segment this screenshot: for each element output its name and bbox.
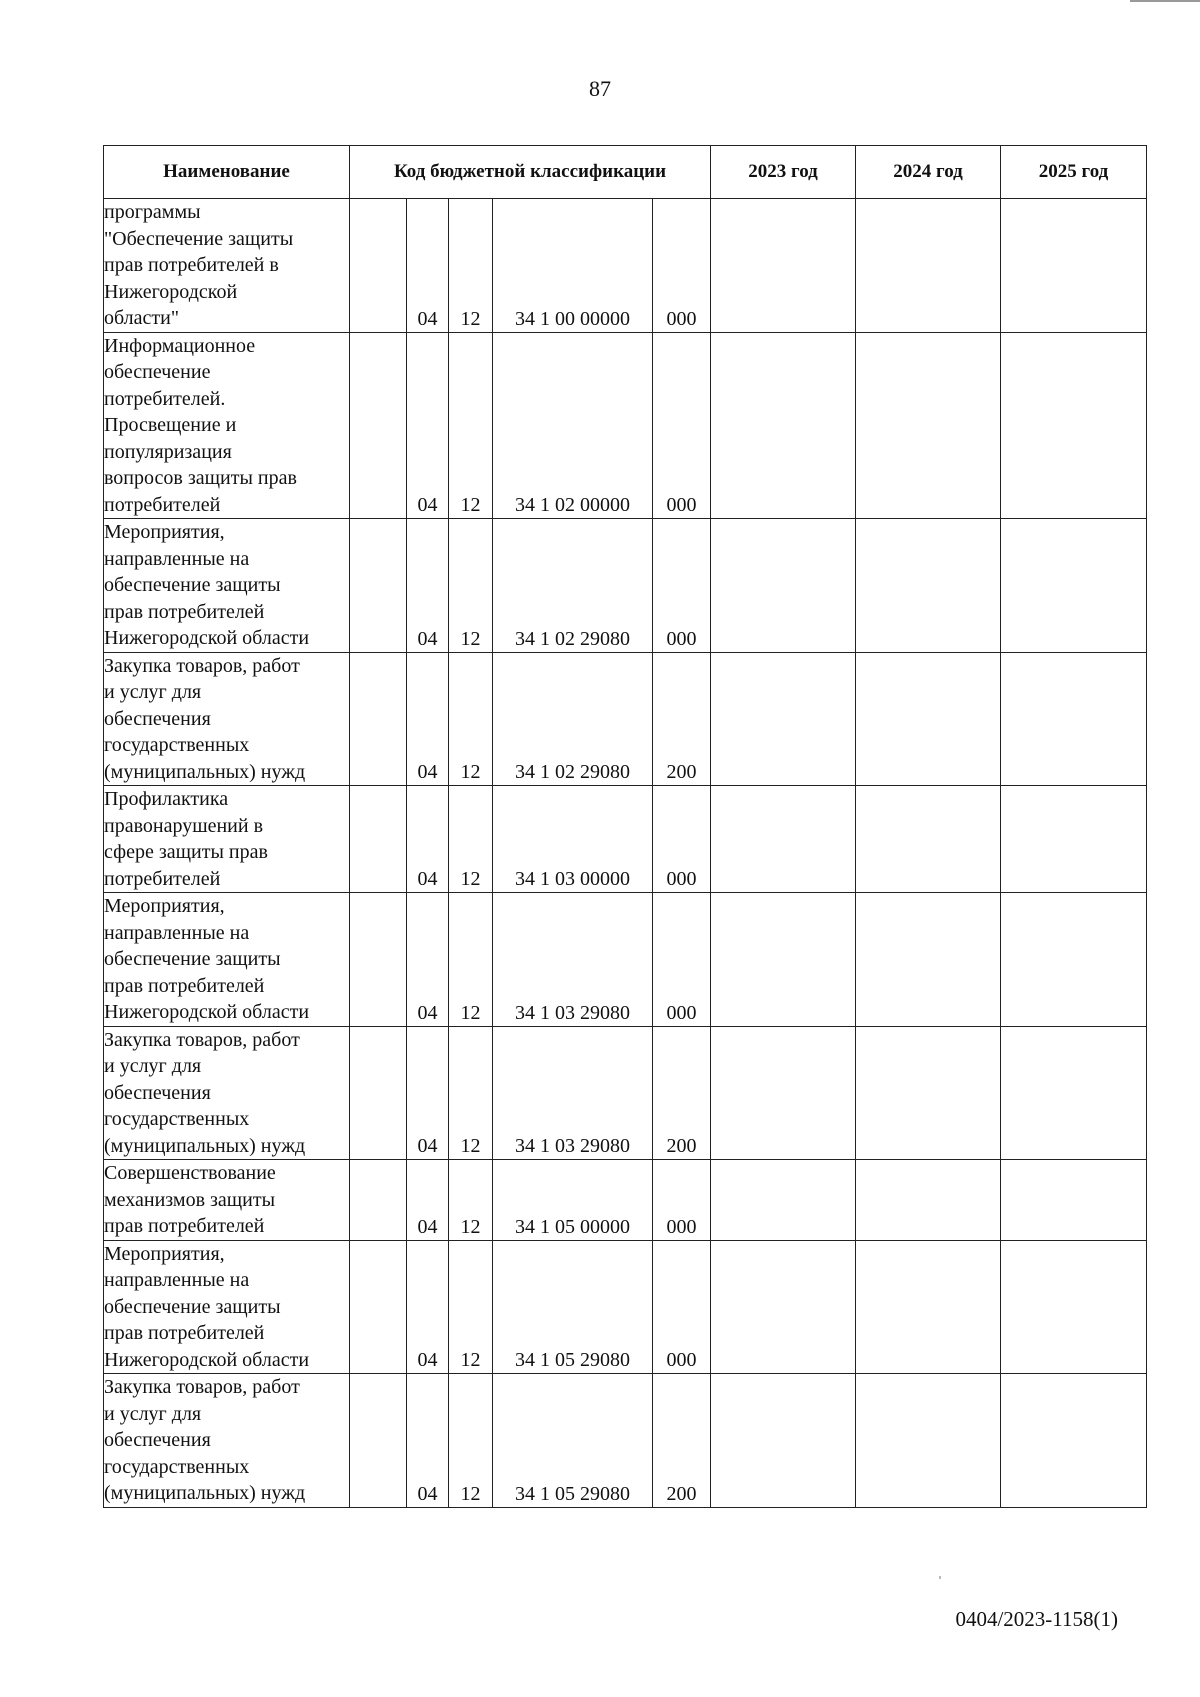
row-name-line: потребителей.: [104, 387, 226, 410]
row-name: [104, 1374, 350, 1508]
cell-target: 34 1 03 29080: [493, 1026, 653, 1160]
row-name-line: обеспечение защиты: [104, 574, 281, 596]
cell-subsection: 12: [449, 332, 493, 519]
cell-type: 200: [653, 1374, 711, 1508]
cell-type: 000: [653, 519, 711, 653]
cell-amount-2024: [856, 519, 1001, 653]
table-row: [104, 786, 1147, 893]
cell-subsection: 12: [449, 893, 493, 1027]
row-name-line: обеспечения: [104, 1429, 211, 1451]
header-name: Наименование: [104, 146, 350, 199]
row-name: [104, 199, 350, 333]
cell-amount-2023: [711, 652, 856, 786]
cell-section: 04: [407, 519, 449, 653]
cell-section: 04: [407, 199, 449, 333]
cell-type: 000: [653, 1240, 711, 1374]
row-name-line: прав потребителей: [104, 1215, 265, 1237]
row-name-line: прав потребителей: [104, 600, 265, 623]
table-row: [104, 1240, 1147, 1374]
cell-amount-2025: [1001, 199, 1147, 333]
cell-section: 04: [407, 652, 449, 786]
document-number: 0404/2023-1158(1): [955, 1607, 1118, 1631]
cell-amount-2023: [711, 1240, 856, 1374]
cell-subsection: 12: [449, 1240, 493, 1374]
cell-type: 200: [653, 652, 711, 786]
cell-blank-code: [350, 199, 407, 333]
cell-subsection: 12: [449, 1026, 493, 1160]
row-name-line: потребителей: [104, 493, 221, 516]
cell-blank-code: [350, 893, 407, 1027]
row-name-line: (муниципальных) нужд: [104, 760, 306, 783]
cell-section: 04: [407, 893, 449, 1027]
row-name-line: Закупка товаров, работ: [104, 1376, 300, 1398]
cell-type: 000: [653, 786, 711, 893]
row-name-line: Мероприятия,: [104, 895, 225, 917]
cell-amount-2023: [711, 1160, 856, 1241]
cell-amount-2025: [1001, 1026, 1147, 1160]
row-name-line: сфере защиты прав: [104, 841, 268, 863]
cell-section: 04: [407, 786, 449, 893]
cell-amount-2025: [1001, 1374, 1147, 1508]
row-name-line: направленные на: [104, 921, 250, 944]
row-name-line: области": [104, 307, 180, 329]
cell-section: 04: [407, 1240, 449, 1374]
cell-amount-2025: [1001, 519, 1147, 653]
row-name-line: программы: [104, 201, 201, 223]
page-number: 87: [589, 76, 611, 101]
row-name-line: обеспечения: [104, 707, 211, 730]
row-name-line: обеспечение защиты: [104, 1295, 281, 1318]
row-name: [104, 1240, 350, 1374]
cell-subsection: 12: [449, 199, 493, 333]
cell-target: 34 1 05 00000: [493, 1160, 653, 1241]
scan-edge-mark: [1130, 0, 1200, 2]
row-name-line: Закупка товаров, работ: [104, 1028, 300, 1051]
table-row: [104, 1026, 1147, 1160]
cell-type: 000: [653, 199, 711, 333]
scan-speck: [939, 1576, 941, 1579]
row-name: [104, 786, 350, 893]
cell-section: 04: [407, 1160, 449, 1241]
table-row: [104, 519, 1147, 653]
row-name-line: направленные на: [104, 1269, 250, 1291]
cell-blank-code: [350, 1026, 407, 1160]
cell-section: 04: [407, 1374, 449, 1508]
row-name-line: Просвещение и: [104, 414, 237, 436]
cell-subsection: 12: [449, 652, 493, 786]
row-name-line: и услуг для: [104, 1055, 202, 1077]
row-name-line: прав потребителей в: [104, 254, 279, 276]
cell-amount-2023: [711, 893, 856, 1027]
cell-amount-2024: [856, 199, 1001, 333]
cell-amount-2024: [856, 786, 1001, 893]
row-name-line: обеспечение защиты: [104, 948, 281, 970]
cell-amount-2025: [1001, 893, 1147, 1027]
cell-amount-2023: [711, 1374, 856, 1508]
budget-table: [103, 145, 1147, 1508]
row-name-line: Совершенствование: [104, 1162, 276, 1184]
row-name-line: Нижегородской области: [104, 1001, 310, 1023]
cell-blank-code: [350, 1160, 407, 1241]
cell-type: 000: [653, 332, 711, 519]
row-name-line: прав потребителей: [104, 1322, 265, 1344]
row-name-line: механизмов защиты: [104, 1188, 276, 1211]
cell-amount-2024: [856, 1240, 1001, 1374]
cell-amount-2023: [711, 332, 856, 519]
cell-amount-2024: [856, 893, 1001, 1027]
cell-amount-2023: [711, 519, 856, 653]
header-budget-code: Код бюджетной классификации: [350, 146, 711, 199]
row-name-line: и услуг для: [104, 681, 202, 703]
row-name-line: Мероприятия,: [104, 1242, 225, 1265]
header-2024: 2024 год: [856, 146, 1001, 199]
cell-section: 04: [407, 1026, 449, 1160]
row-name: [104, 519, 350, 653]
cell-target: 34 1 02 29080: [493, 652, 653, 786]
cell-amount-2025: [1001, 652, 1147, 786]
cell-blank-code: [350, 332, 407, 519]
cell-target: 34 1 02 29080: [493, 519, 653, 653]
cell-amount-2024: [856, 1160, 1001, 1241]
cell-blank-code: [350, 652, 407, 786]
cell-blank-code: [350, 786, 407, 893]
row-name-line: обеспечения: [104, 1081, 211, 1104]
table-row: [104, 199, 1147, 333]
cell-type: 000: [653, 893, 711, 1027]
cell-target: 34 1 05 29080: [493, 1240, 653, 1374]
row-name-line: вопросов защиты прав: [104, 467, 297, 489]
row-name-line: популяризация: [104, 440, 232, 463]
cell-amount-2024: [856, 1374, 1001, 1508]
cell-amount-2023: [711, 199, 856, 333]
row-name-line: государственных: [104, 1455, 250, 1478]
row-name-line: государственных: [104, 734, 250, 756]
row-name-line: государственных: [104, 1108, 250, 1130]
header-2025: 2025 год: [1001, 146, 1147, 199]
row-name: [104, 1026, 350, 1160]
row-name-line: направленные на: [104, 547, 250, 570]
row-name-line: "Обеспечение защиты: [104, 227, 294, 250]
cell-amount-2025: [1001, 332, 1147, 519]
row-name-line: потребителей: [104, 867, 221, 890]
row-name: [104, 893, 350, 1027]
cell-target: 34 1 05 29080: [493, 1374, 653, 1508]
cell-amount-2025: [1001, 1240, 1147, 1374]
table-row: [104, 893, 1147, 1027]
row-name: [104, 1160, 350, 1241]
cell-target: 34 1 03 29080: [493, 893, 653, 1027]
row-name-line: прав потребителей: [104, 974, 265, 997]
cell-blank-code: [350, 1374, 407, 1508]
table-body: [104, 199, 1147, 1508]
cell-subsection: 12: [449, 1160, 493, 1241]
row-name-line: Нижегородской области: [104, 627, 310, 649]
cell-target: 34 1 02 00000: [493, 332, 653, 519]
cell-amount-2024: [856, 1026, 1001, 1160]
cell-blank-code: [350, 519, 407, 653]
table-header-row: [104, 146, 1147, 199]
cell-section: 04: [407, 332, 449, 519]
cell-subsection: 12: [449, 1374, 493, 1508]
row-name-line: Нижегородской: [104, 280, 238, 303]
header-2023: 2023 год: [711, 146, 856, 199]
row-name: [104, 652, 350, 786]
row-name-line: и услуг для: [104, 1402, 202, 1425]
row-name-line: (муниципальных) нужд: [104, 1134, 306, 1157]
cell-subsection: 12: [449, 519, 493, 653]
table-row: [104, 1374, 1147, 1508]
cell-amount-2023: [711, 1026, 856, 1160]
cell-type: 200: [653, 1026, 711, 1160]
row-name-line: обеспечение: [104, 361, 211, 383]
cell-target: 34 1 03 00000: [493, 786, 653, 893]
table-row: [104, 1160, 1147, 1241]
cell-amount-2024: [856, 652, 1001, 786]
row-name-line: Закупка товаров, работ: [104, 654, 300, 677]
row-name-line: (муниципальных) нужд: [104, 1482, 306, 1504]
cell-amount-2024: [856, 332, 1001, 519]
row-name-line: правонарушений в: [104, 814, 264, 837]
cell-type: 000: [653, 1160, 711, 1241]
row-name-line: Информационное: [104, 334, 256, 357]
cell-target: 34 1 00 00000: [493, 199, 653, 333]
row-name-line: Нижегородской области: [104, 1348, 310, 1371]
row-name-line: Профилактика: [104, 788, 229, 810]
cell-blank-code: [350, 1240, 407, 1374]
cell-amount-2025: [1001, 786, 1147, 893]
table-row: [104, 332, 1147, 519]
row-name: [104, 332, 350, 519]
cell-amount-2025: [1001, 1160, 1147, 1241]
cell-amount-2023: [711, 786, 856, 893]
table-row: [104, 652, 1147, 786]
row-name-line: Мероприятия,: [104, 521, 225, 543]
cell-subsection: 12: [449, 786, 493, 893]
